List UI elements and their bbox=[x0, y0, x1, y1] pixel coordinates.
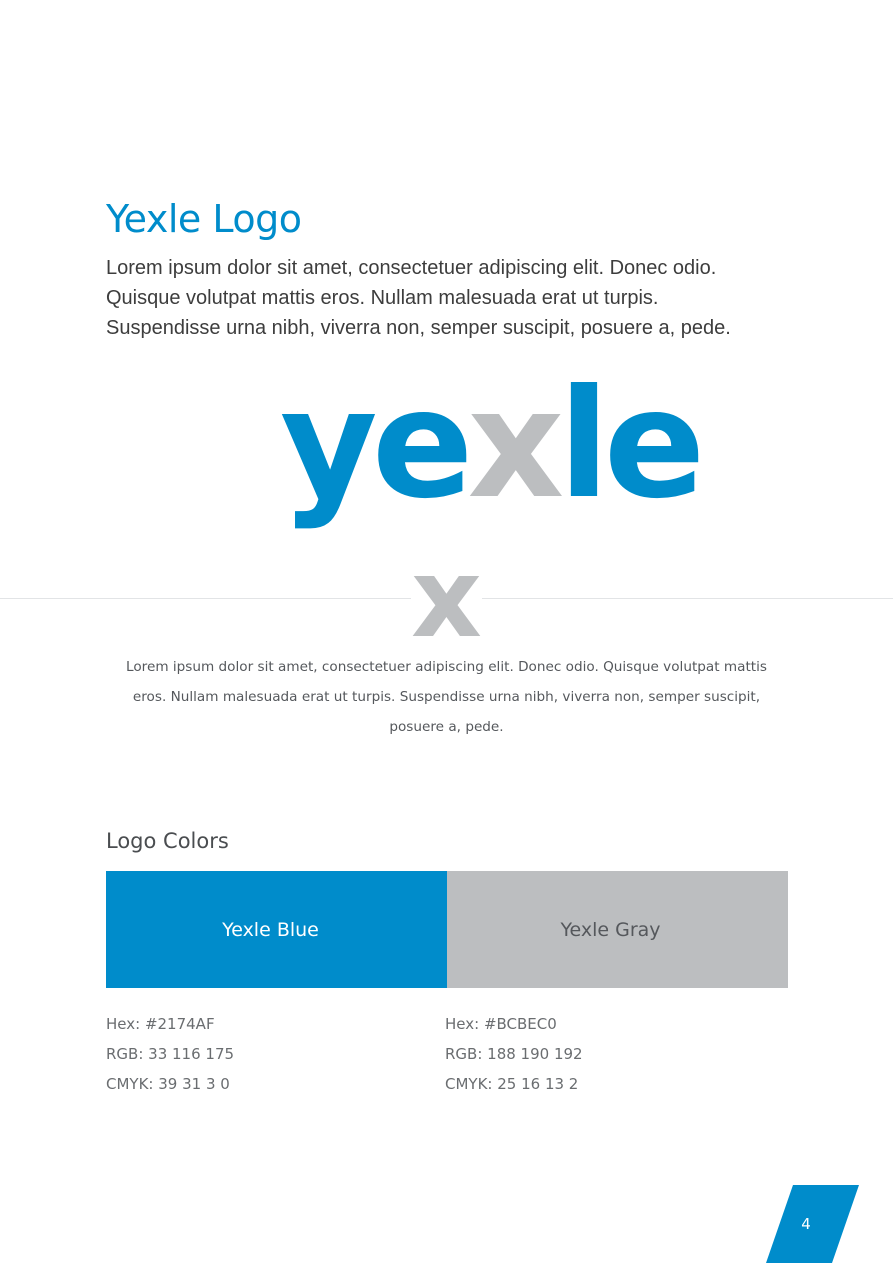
intro-line: Lorem ipsum dolor sit amet, consectetuer adipiscing elit. Donec odio. bbox=[106, 257, 717, 279]
hex-value: Hex: #2174AF bbox=[106, 1015, 215, 1033]
color-specs-blue bbox=[106, 1009, 234, 1099]
intro-paragraph bbox=[106, 253, 806, 343]
wordmark-part-le: le bbox=[558, 358, 700, 532]
wordmark-part-x: x bbox=[467, 358, 559, 532]
color-swatch-gray bbox=[447, 871, 788, 988]
rgb-value: RGB: 188 190 192 bbox=[445, 1045, 583, 1063]
divider-x-mark: x bbox=[411, 534, 482, 662]
intro-line: Suspendisse urna nibh, viverra non, semper suscipit, posuere a, pede. bbox=[106, 317, 731, 339]
color-specs-gray bbox=[445, 1009, 583, 1099]
cmyk-value: CMYK: 39 31 3 0 bbox=[106, 1075, 230, 1093]
yexle-wordmark-logo bbox=[280, 358, 700, 532]
rgb-value: RGB: 33 116 175 bbox=[106, 1045, 235, 1063]
wordmark-part-ye: ye bbox=[280, 358, 468, 532]
cmyk-value: CMYK: 25 16 13 2 bbox=[445, 1075, 579, 1093]
color-swatch-blue bbox=[106, 871, 447, 988]
intro-line: Quisque volutpat mattis eros. Nullam malesuada erat ut turpis. bbox=[106, 287, 659, 309]
page-title: Yexle Logo bbox=[106, 197, 302, 241]
logo-colors-heading: Logo Colors bbox=[106, 829, 229, 853]
caption-line: Lorem ipsum dolor sit amet, consectetuer adipiscing elit. Donec odio. Quisque volutpat mattis bbox=[126, 659, 767, 675]
caption-line: eros. Nullam malesuada erat ut turpis. Suspendisse urna nibh, viverra non, semper suscipit, bbox=[132, 689, 761, 705]
hex-value: Hex: #BCBEC0 bbox=[445, 1015, 557, 1033]
caption-line: posuere a, pede. bbox=[389, 719, 504, 735]
swatch-label: Yexle Blue bbox=[222, 918, 319, 941]
caption-paragraph bbox=[100, 652, 793, 742]
swatch-label: Yexle Gray bbox=[560, 918, 661, 941]
page-number: 4 bbox=[801, 1215, 811, 1233]
